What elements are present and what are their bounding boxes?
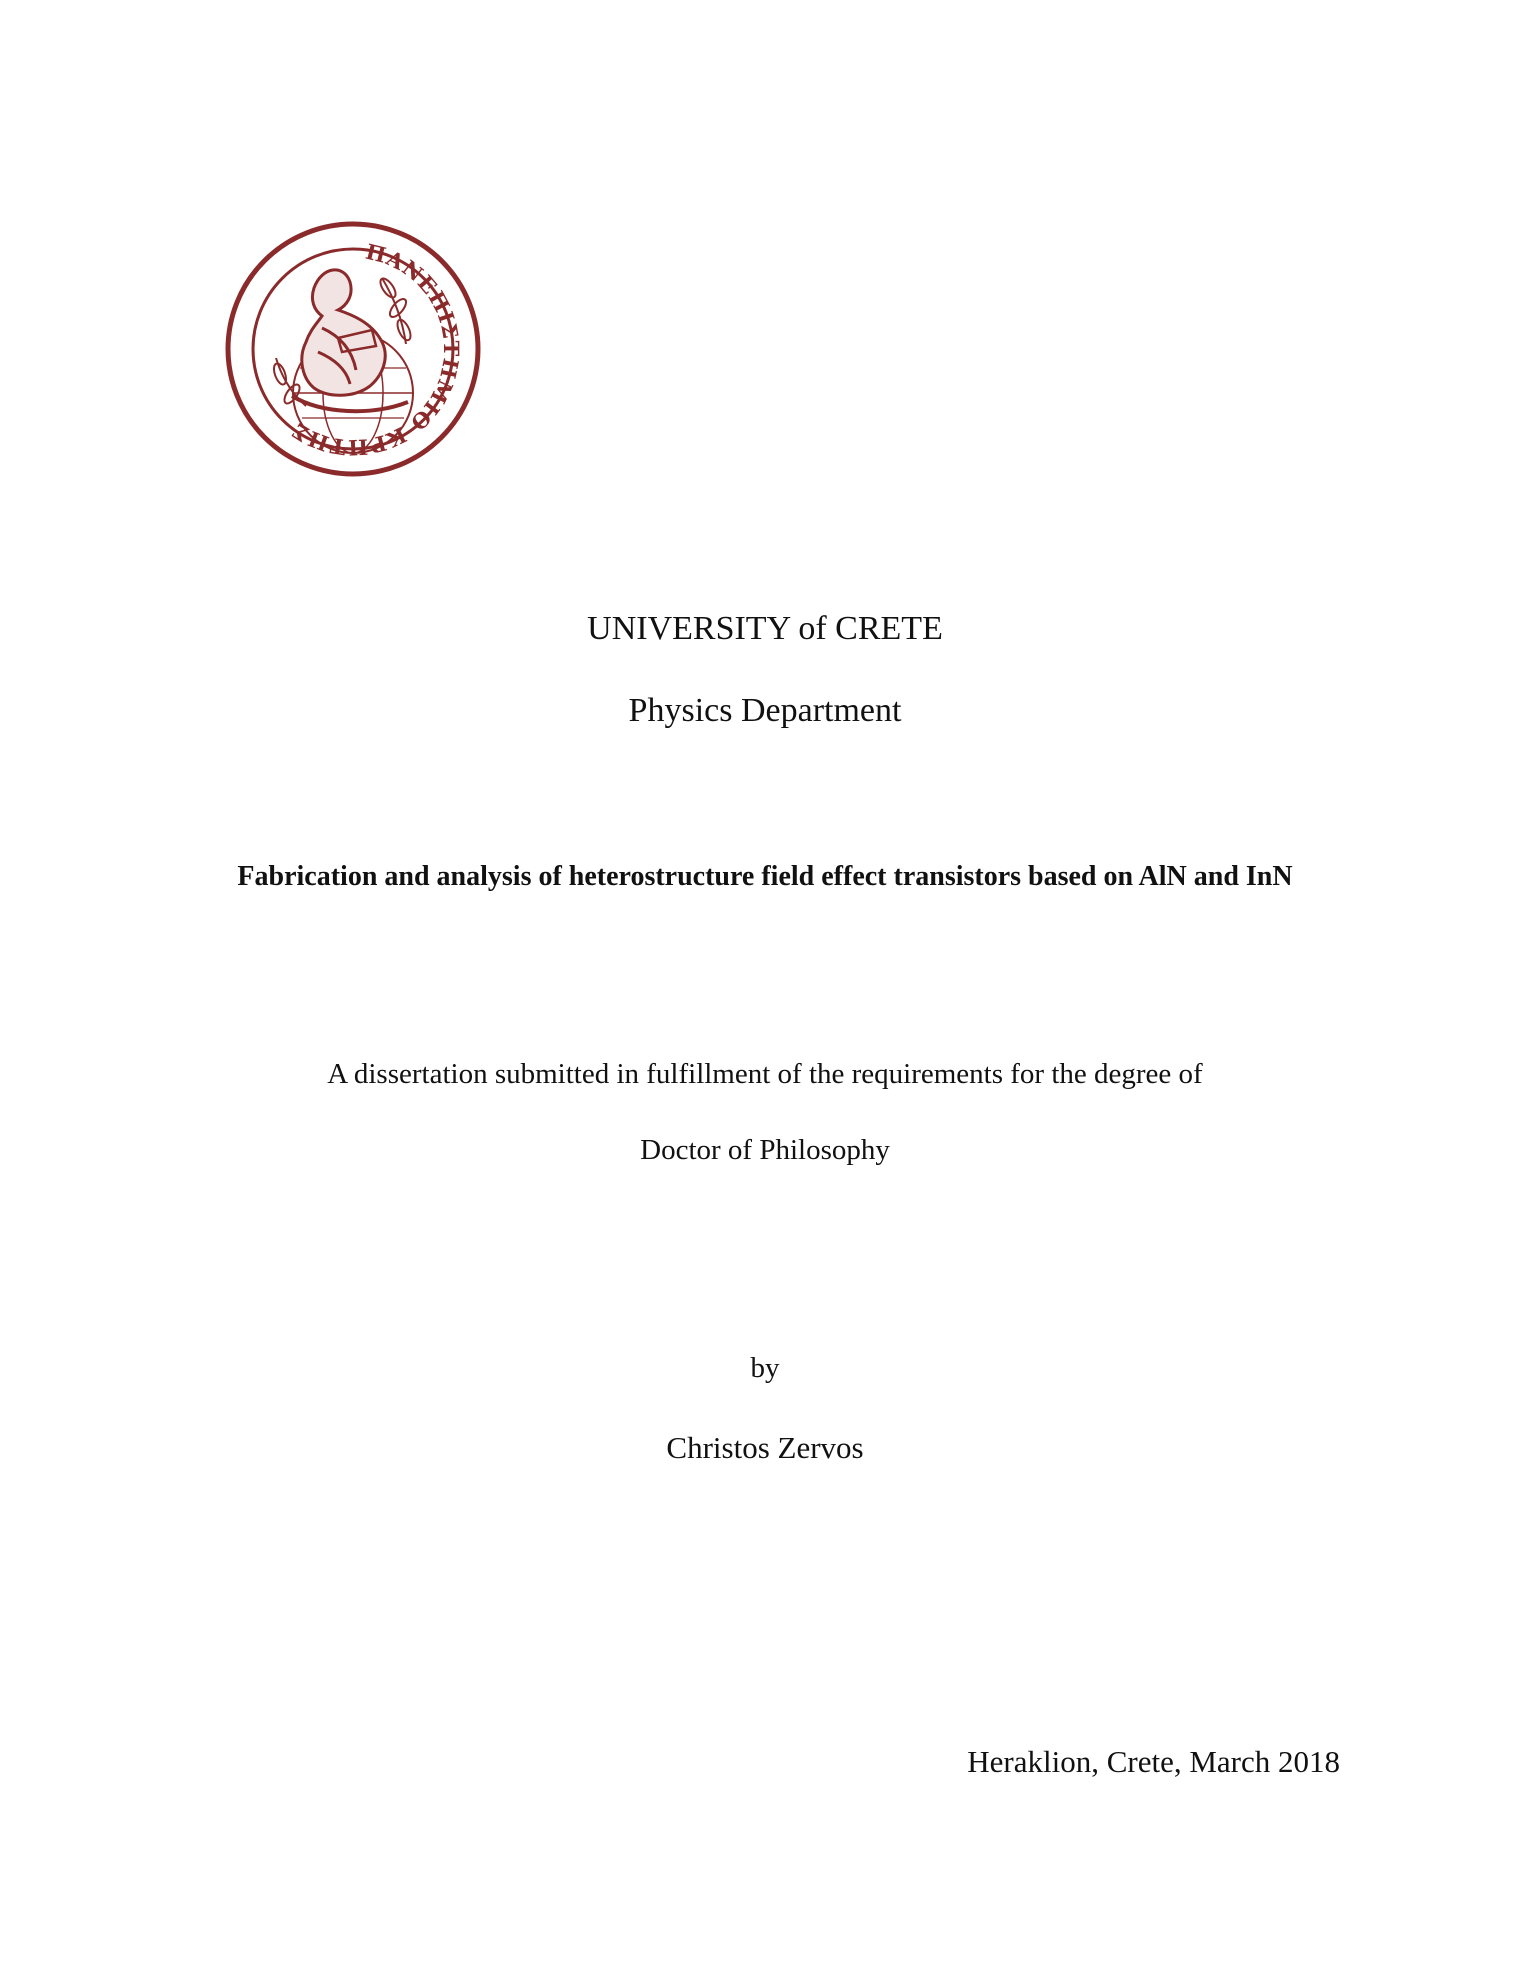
university-of-crete-seal-icon: [222, 218, 484, 480]
department-name: Physics Department: [628, 692, 902, 729]
thesis-title: Fabrication and analysis of heterostructure field effect transistors based on AlN and InN: [237, 861, 1293, 892]
by-label: by: [750, 1352, 780, 1384]
dissertation-statement: A dissertation submitted in fulfillment of the requirements for the degree of: [327, 1058, 1203, 1090]
place-and-date: Heraklion, Crete, March 2018: [967, 1744, 1340, 1779]
university-name: UNIVERSITY of CRETE: [587, 610, 943, 647]
degree-name: Doctor of Philosophy: [640, 1134, 890, 1166]
author-name: Christos Zervos: [666, 1430, 864, 1465]
seal-inscription: ΠΑΝΕΠΙΣΤΗΜΙΟ ΚΡΗΤΗΣ: [286, 238, 465, 461]
